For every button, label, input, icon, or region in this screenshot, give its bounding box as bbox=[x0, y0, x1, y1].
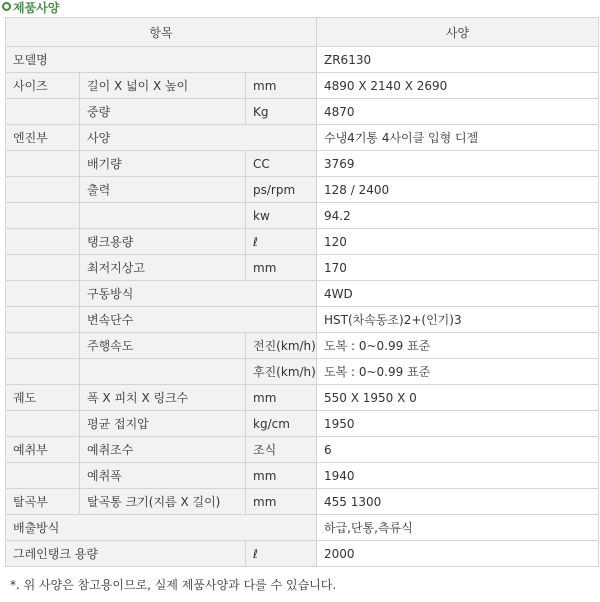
row-group: 궤도 bbox=[6, 385, 80, 411]
row-value: 3769 bbox=[317, 151, 599, 177]
footnote: *. 위 사양은 참고용이므로, 실제 제품사양과 다를 수 있습니다. bbox=[10, 578, 337, 592]
row-item: 예취조수 bbox=[80, 437, 246, 463]
row-item: 예취폭 bbox=[80, 463, 246, 489]
row-item: 길이 X 넓이 X 높이 bbox=[80, 73, 246, 99]
row-group bbox=[6, 203, 80, 229]
row-item: 평균 접지압 bbox=[80, 411, 246, 437]
table-row bbox=[6, 411, 599, 437]
table-row bbox=[6, 229, 599, 255]
row-value: 4870 bbox=[317, 99, 599, 125]
row-group bbox=[6, 151, 80, 177]
row-group bbox=[6, 177, 80, 203]
table-row bbox=[6, 47, 599, 73]
table-row bbox=[6, 489, 599, 515]
table-row bbox=[6, 281, 599, 307]
row-label: 배출방식 bbox=[6, 515, 317, 541]
row-value: 1940 bbox=[317, 463, 599, 489]
row-value: 455 1300 bbox=[317, 489, 599, 515]
row-group: 탈곡부 bbox=[6, 489, 80, 515]
header-spec: 사양 bbox=[317, 18, 599, 47]
row-unit: ℓ bbox=[246, 541, 317, 567]
bullet-icon bbox=[2, 2, 11, 11]
row-value: 4890 X 2140 X 2690 bbox=[317, 73, 599, 99]
row-group bbox=[6, 99, 80, 125]
row-item: 최저지상고 bbox=[80, 255, 246, 281]
row-group bbox=[6, 359, 80, 385]
section-title-text: 제품사양 bbox=[13, 1, 60, 15]
row-item: 폭 X 피치 X 링크수 bbox=[80, 385, 246, 411]
table-row bbox=[6, 99, 599, 125]
row-value: 120 bbox=[317, 229, 599, 255]
row-item: 변속단수 bbox=[80, 307, 317, 333]
row-value: HST(차속동조)2+(인기)3 bbox=[317, 307, 599, 333]
table-row bbox=[6, 125, 599, 151]
row-group bbox=[6, 463, 80, 489]
row-group bbox=[6, 333, 80, 359]
table-row bbox=[6, 73, 599, 99]
row-value: 수냉4기통 4사이클 입형 디젤 bbox=[317, 125, 599, 151]
row-label: 그레인탱크 용량 bbox=[6, 541, 246, 567]
row-unit: kw bbox=[246, 203, 317, 229]
row-unit: mm bbox=[246, 489, 317, 515]
table-row bbox=[6, 437, 599, 463]
table-row bbox=[6, 307, 599, 333]
row-value: 128 / 2400 bbox=[317, 177, 599, 203]
row-unit: 전진(km/h) bbox=[246, 333, 317, 359]
table-row bbox=[6, 333, 599, 359]
row-item: 배기량 bbox=[80, 151, 246, 177]
table-row bbox=[6, 463, 599, 489]
row-value: 550 X 1950 X 0 bbox=[317, 385, 599, 411]
row-unit: 후진(km/h) bbox=[246, 359, 317, 385]
table-row bbox=[6, 177, 599, 203]
row-group bbox=[6, 307, 80, 333]
row-item: 탱크용량 bbox=[80, 229, 246, 255]
row-unit: mm bbox=[246, 463, 317, 489]
row-unit: mm bbox=[246, 255, 317, 281]
row-unit: ℓ bbox=[246, 229, 317, 255]
row-unit: 조식 bbox=[246, 437, 317, 463]
row-item: 주행속도 bbox=[80, 333, 246, 359]
row-label: 모델명 bbox=[6, 47, 317, 73]
table-row bbox=[6, 385, 599, 411]
row-item bbox=[80, 203, 246, 229]
row-value: 94.2 bbox=[317, 203, 599, 229]
row-value: 6 bbox=[317, 437, 599, 463]
table-row bbox=[6, 359, 599, 385]
header-item: 항목 bbox=[6, 18, 317, 47]
row-group bbox=[6, 411, 80, 437]
row-value: 하급,단통,측류식 bbox=[317, 515, 599, 541]
row-item: 중량 bbox=[80, 99, 246, 125]
table-row bbox=[6, 515, 599, 541]
table-row bbox=[6, 541, 599, 567]
row-value: 도복 : 0~0.99 표준 bbox=[317, 359, 599, 385]
row-unit: mm bbox=[246, 385, 317, 411]
row-group: 사이즈 bbox=[6, 73, 80, 99]
row-value: 4WD bbox=[317, 281, 599, 307]
section-title bbox=[2, 0, 59, 17]
row-group bbox=[6, 229, 80, 255]
row-group: 엔진부 bbox=[6, 125, 80, 151]
row-item bbox=[80, 359, 246, 385]
row-value: 1950 bbox=[317, 411, 599, 437]
table-header-row bbox=[6, 18, 599, 47]
table-row bbox=[6, 255, 599, 281]
row-item: 구동방식 bbox=[80, 281, 317, 307]
row-value: 도복 : 0~0.99 표준 bbox=[317, 333, 599, 359]
row-unit: Kg bbox=[246, 99, 317, 125]
row-item: 탈곡통 크기(지름 X 길이) bbox=[80, 489, 246, 515]
row-group: 예취부 bbox=[6, 437, 80, 463]
table-row bbox=[6, 151, 599, 177]
table-row bbox=[6, 203, 599, 229]
row-value: 2000 bbox=[317, 541, 599, 567]
row-unit: kg/cm bbox=[246, 411, 317, 437]
row-group bbox=[6, 281, 80, 307]
row-unit: ps/rpm bbox=[246, 177, 317, 203]
row-group bbox=[6, 255, 80, 281]
row-value: 170 bbox=[317, 255, 599, 281]
spec-table bbox=[5, 17, 599, 567]
row-unit: mm bbox=[246, 73, 317, 99]
row-unit: CC bbox=[246, 151, 317, 177]
row-item: 출력 bbox=[80, 177, 246, 203]
row-item: 사양 bbox=[80, 125, 317, 151]
row-value: ZR6130 bbox=[317, 47, 599, 73]
